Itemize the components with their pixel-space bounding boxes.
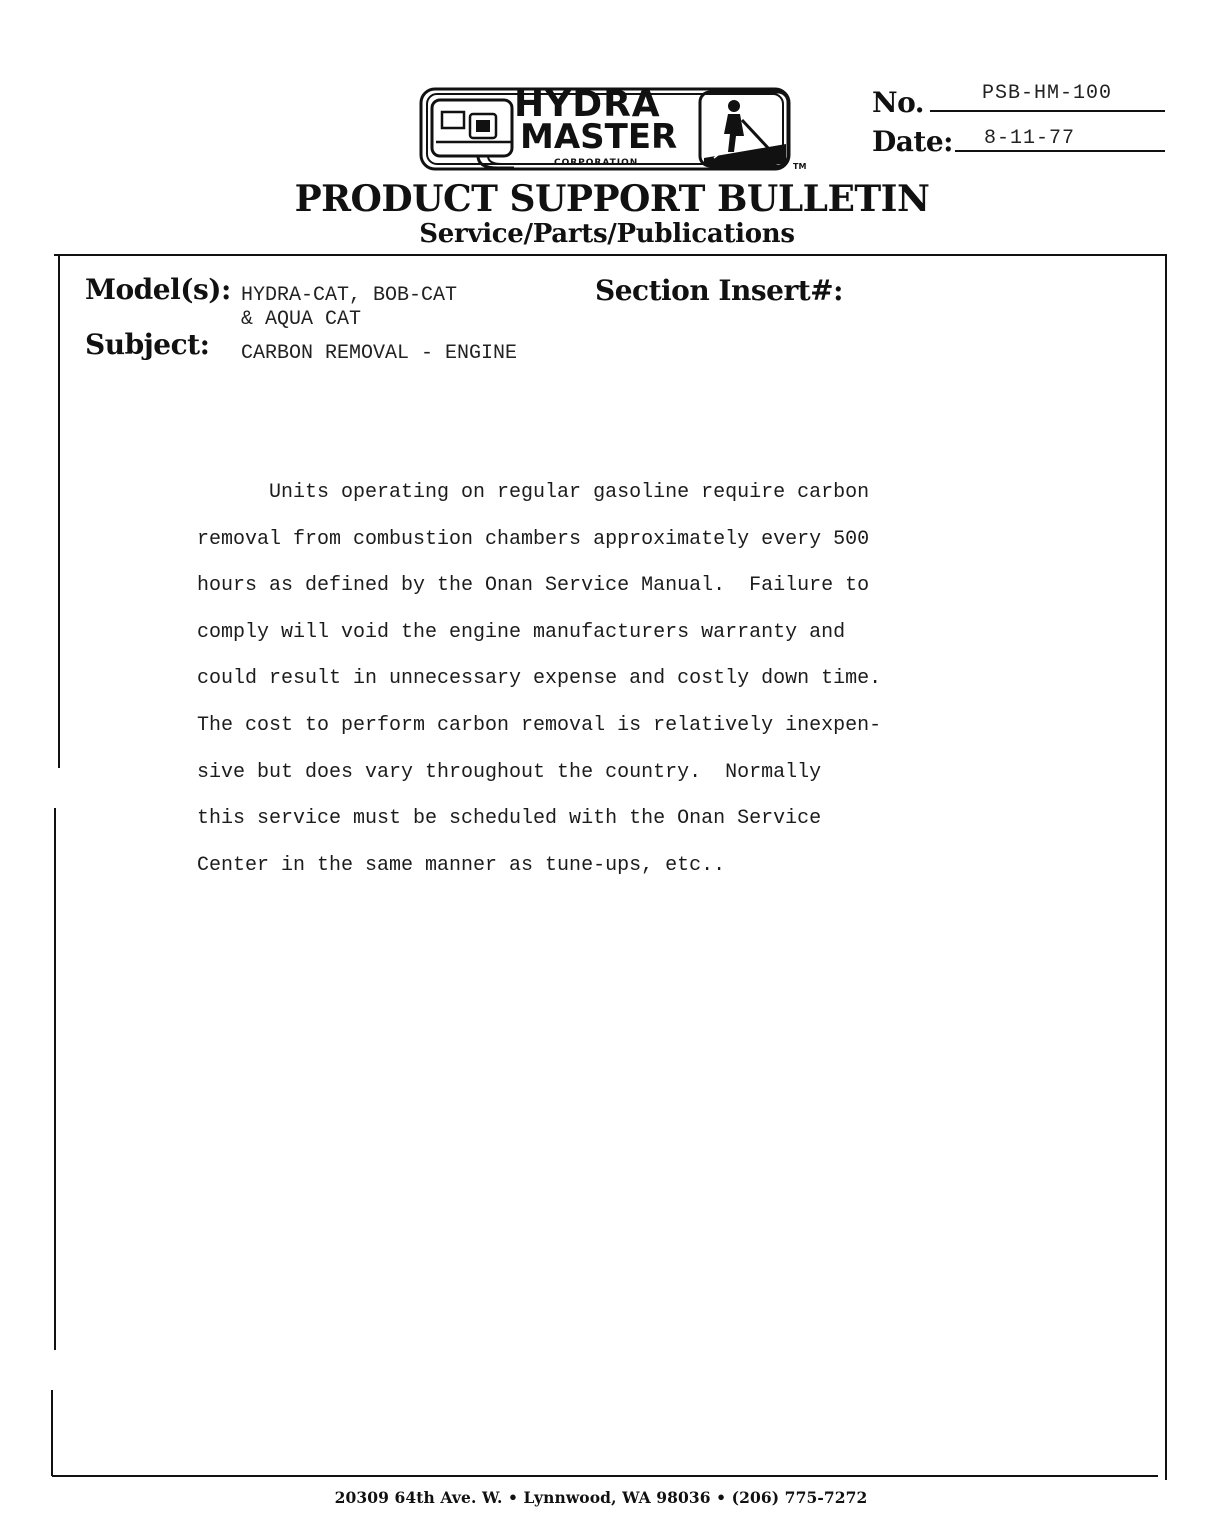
- body-line: hours as defined by the Onan Service Manual. Failure to: [197, 574, 870, 598]
- frame-left-border: [58, 254, 60, 768]
- page-title: PRODUCT SUPPORT BULLETIN: [294, 178, 930, 220]
- cleaning-worker-icon: [700, 92, 788, 166]
- page-subtitle: Service/Parts/Publications: [419, 219, 795, 249]
- model-label: Model(s):: [85, 273, 231, 306]
- logo-corporation: CORPORATION: [554, 158, 639, 168]
- truck-icon: [432, 100, 514, 168]
- body-line: sive but does vary throughout the country. Normally: [197, 760, 822, 784]
- body-line: comply will void the engine manufacturers warranty and: [197, 620, 846, 644]
- body-line: this service must be scheduled with the Onan Service: [197, 807, 822, 831]
- section-insert-label: Section Insert#:: [595, 274, 843, 307]
- footer-address: 20309 64th Ave. W. • Lynnwood, WA 98036 • (206) 775-7272: [334, 1488, 868, 1507]
- subject-value: CARBON REMOVAL - ENGINE: [241, 342, 518, 365]
- frame-right-border: [1165, 254, 1167, 1480]
- number-label: No.: [872, 86, 925, 119]
- frame-top-border: [54, 254, 1167, 256]
- logo-line-hydra: HYDRA: [514, 84, 661, 125]
- date-underline: [955, 150, 1165, 152]
- body-line: could result in unnecessary expense and costly down time.: [197, 667, 882, 691]
- number-value: PSB-HM-100: [982, 82, 1113, 105]
- model-value: [241, 284, 457, 332]
- date-label: Date:: [872, 125, 954, 158]
- bulletin-body: [197, 470, 1057, 889]
- hydramaster-logo: [418, 84, 810, 176]
- frame-left-border: [51, 1390, 53, 1476]
- logo-line-master: MASTER: [520, 117, 678, 157]
- body-line: Center in the same manner as tune-ups, etc..: [197, 853, 726, 877]
- subject-label: Subject:: [85, 328, 210, 361]
- model-value-line: HYDRA-CAT, BOB-CAT: [241, 284, 458, 307]
- body-line: Units operating on regular gasoline require carbon: [197, 481, 870, 504]
- logo-trademark: TM: [793, 162, 807, 171]
- date-value: 8-11-77: [984, 127, 1076, 150]
- model-value-line: & AQUA CAT: [241, 308, 362, 331]
- frame-left-border: [54, 808, 56, 1350]
- number-underline: [930, 110, 1165, 112]
- body-line: The cost to perform carbon removal is relatively inexpen-: [197, 713, 882, 737]
- body-line: removal from combustion chambers approximately every 500: [197, 527, 870, 551]
- frame-bottom-border: [52, 1475, 1158, 1477]
